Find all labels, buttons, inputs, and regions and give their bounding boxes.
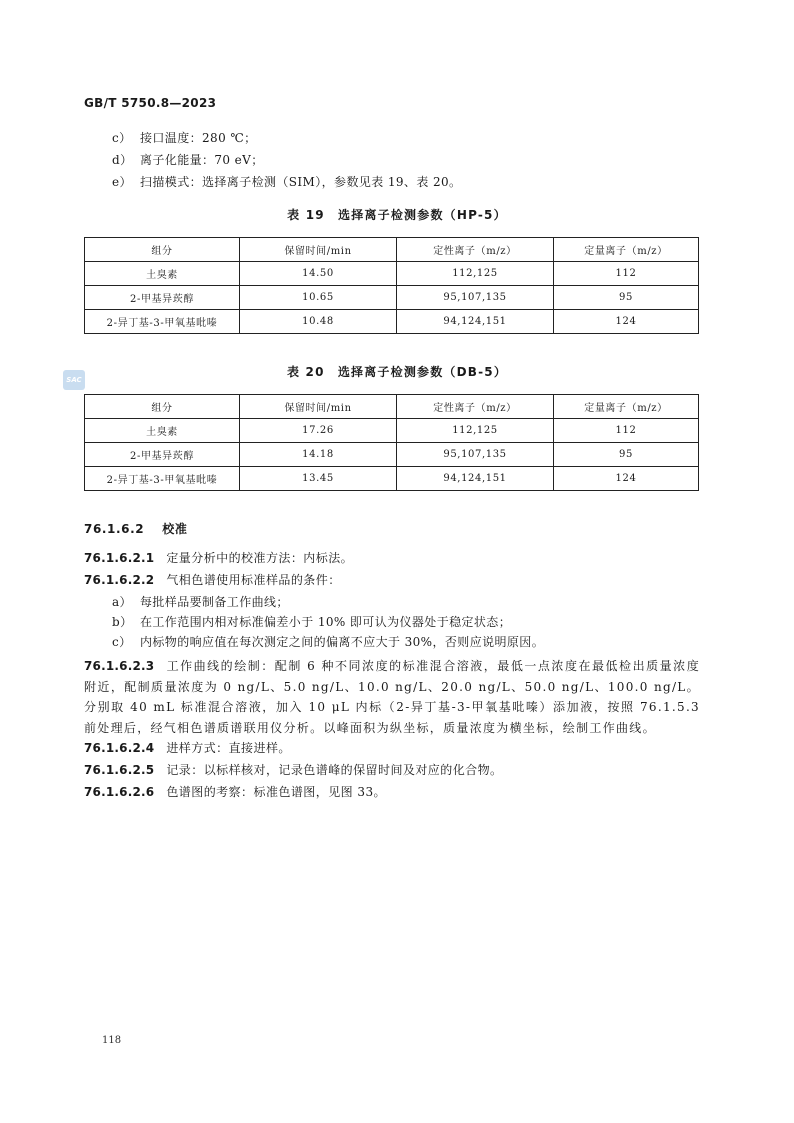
table-header-cell: 保留时间/min	[240, 238, 397, 262]
table-cell: 2-甲基异莰醇	[85, 443, 240, 467]
table-row	[85, 443, 699, 467]
clause-76-1-6-2-3: 76.1.6.2.3 工作曲线的绘制：配制 6 种不同浓度的标准混合溶液，最低一点浓度在最低检出质量浓度附近，配制质量浓度为 0 ng/L、5.0 ng/L、10.0 ng/L、20.0 ng/L、50.0 ng/L、100.0 ng/L。分别取 40 mL 标准混合溶液，加入 10 μL 内标（2-异丁基-3-甲氧基吡嗪）添加液，按照 76.1.5.3 前处理后，经气相色谱质谱联用仪分析。以峰面积为纵坐标，质量浓度为横坐标，绘制工作曲线。	[84, 659, 700, 735]
table20	[84, 394, 699, 491]
table-header-cell: 定量离子（m/z）	[554, 238, 699, 262]
table-cell: 13.45	[240, 467, 397, 491]
table-row	[85, 467, 699, 491]
table-cell: 112,125	[397, 419, 554, 443]
table-cell: 94,124,151	[397, 310, 554, 334]
table-row	[85, 262, 699, 286]
table-cell: 112,125	[397, 262, 554, 286]
table-cell: 124	[554, 310, 699, 334]
table-cell: 2-异丁基-3-甲氧基吡嗪	[85, 310, 240, 334]
list-item-calibration-a: a） 每批样品要制备工作曲线；	[112, 595, 289, 609]
table-cell: 95,107,135	[397, 286, 554, 310]
table-cell: 14.18	[240, 443, 397, 467]
list-item-scan-mode: e） 扫描模式：选择离子检测（SIM），参数见表 19、表 20。	[112, 175, 462, 189]
clause-76-1-6-2-5: 76.1.6.2.5 记录：以标样核对，记录色谱峰的保留时间及对应的化合物。	[84, 763, 503, 777]
clause-76-1-6-2-1: 76.1.6.2.1 定量分析中的校准方法：内标法。	[84, 551, 354, 565]
table-cell: 2-异丁基-3-甲氧基吡嗪	[85, 467, 240, 491]
table-cell: 10.65	[240, 286, 397, 310]
table-cell: 112	[554, 419, 699, 443]
table-header-cell: 定量离子（m/z）	[554, 395, 699, 419]
table-header-row	[85, 238, 699, 262]
table-cell: 10.48	[240, 310, 397, 334]
table-cell: 95	[554, 443, 699, 467]
list-item-interface-temp: c） 接口温度：280 ℃；	[112, 131, 257, 145]
table-cell: 土臭素	[85, 419, 240, 443]
list-item-calibration-c: c） 内标物的响应值在每次测定之间的偏离不应大于 30%，否则应说明原因。	[112, 635, 545, 649]
section-heading-calibration: 76.1.6.2 校准	[84, 522, 188, 536]
table-header-cell: 保留时间/min	[240, 395, 397, 419]
clause-76-1-6-2-6: 76.1.6.2.6 色谱图的考察：标准色谱图，见图 33。	[84, 785, 386, 799]
clause-76-1-6-2-2: 76.1.6.2.2 气相色谱使用标准样品的条件：	[84, 573, 341, 587]
table-cell: 124	[554, 467, 699, 491]
table-row	[85, 310, 699, 334]
table-header-cell: 定性离子（m/z）	[397, 238, 554, 262]
table-cell: 95	[554, 286, 699, 310]
table-row	[85, 286, 699, 310]
table-cell: 17.26	[240, 419, 397, 443]
table-cell: 112	[554, 262, 699, 286]
list-item-ionization-energy: d） 离子化能量：70 eV；	[112, 153, 264, 167]
clause-76-1-6-2-4: 76.1.6.2.4 进样方式：直接进样。	[84, 741, 291, 755]
table-row	[85, 419, 699, 443]
sac-watermark-logo: SAC	[63, 370, 85, 390]
table19	[84, 237, 699, 334]
table-cell: 2-甲基异莰醇	[85, 286, 240, 310]
page-number: 118	[102, 1035, 122, 1046]
table19-caption: 表 19 选择离子检测参数（HP-5）	[287, 208, 507, 222]
table-header-cell: 组分	[85, 395, 240, 419]
table-header-cell: 组分	[85, 238, 240, 262]
table20-caption: 表 20 选择离子检测参数（DB-5）	[286, 365, 508, 379]
standard-header: GB/T 5750.8—2023	[84, 96, 217, 110]
table-cell: 95,107,135	[397, 443, 554, 467]
table-header-row	[85, 395, 699, 419]
table-header-cell: 定性离子（m/z）	[397, 395, 554, 419]
list-item-calibration-b: b） 在工作范围内相对标准偏差小于 10% 即可认为仪器处于稳定状态；	[112, 615, 512, 629]
table-cell: 94,124,151	[397, 467, 554, 491]
table-cell: 14.50	[240, 262, 397, 286]
table-cell: 土臭素	[85, 262, 240, 286]
